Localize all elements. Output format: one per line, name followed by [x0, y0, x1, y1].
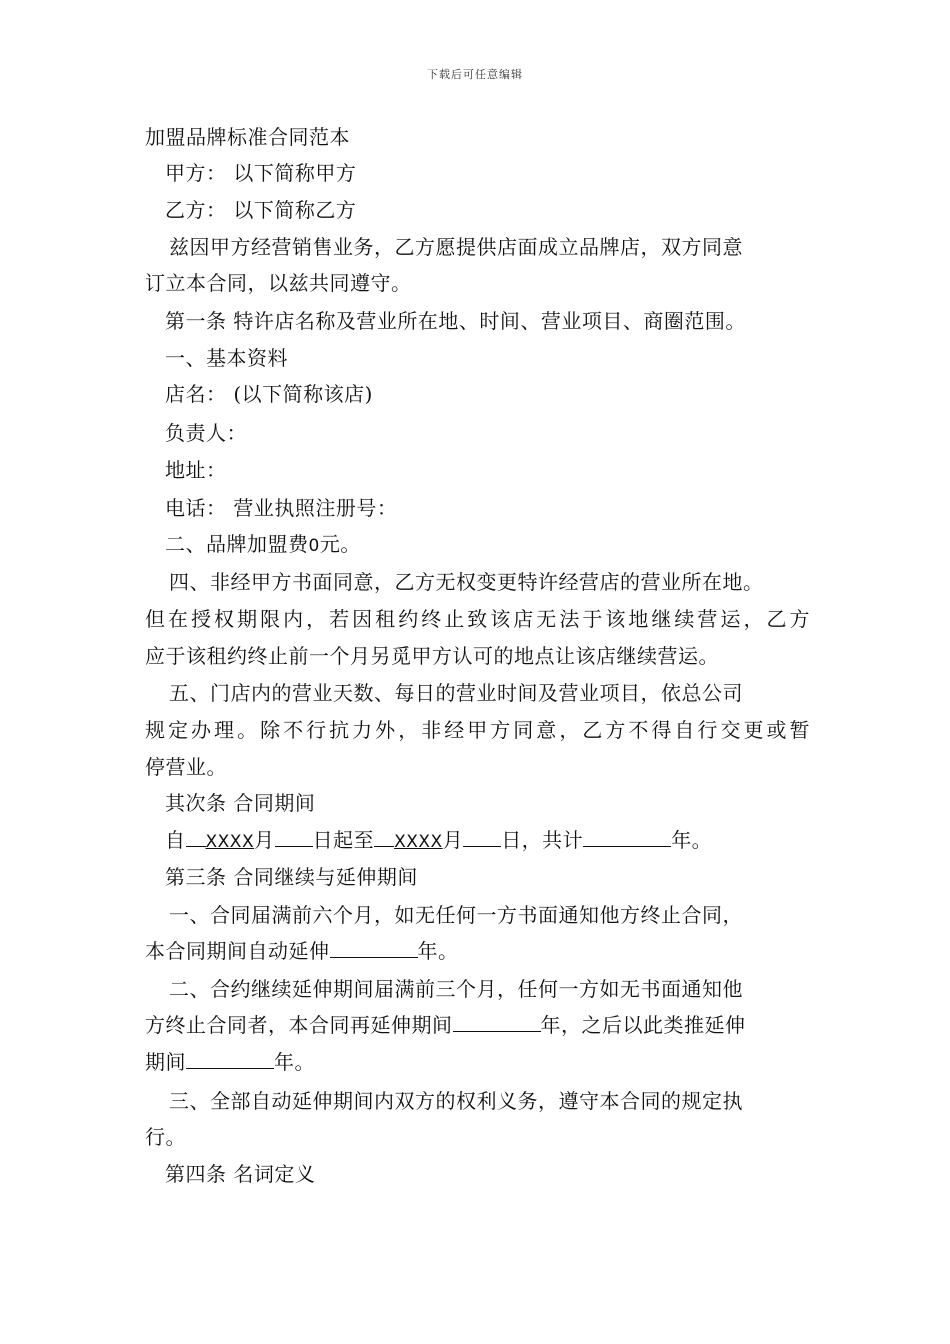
article-3-item-2-line-3: [145, 1050, 315, 1074]
section-4-line-1: 四、非经甲方书面同意，乙方无权变更特许经营店的营业所在地。: [169, 570, 764, 594]
blank-line: [330, 939, 418, 958]
auto-extend-label: 本合同期间自动延伸: [145, 939, 330, 963]
contract-period-line: [165, 828, 712, 854]
article-3-item-1-line-2: [145, 939, 459, 963]
header-note: 下载后可任意编辑: [427, 68, 523, 81]
blank-line: [186, 828, 206, 847]
article-3-item-3-line-2: 行。: [145, 1125, 186, 1149]
period-from-label: 自: [165, 828, 186, 852]
year-placeholder-2: XXXX: [394, 832, 443, 852]
blank-line: [275, 828, 313, 847]
section-5-line-3: 停营业。: [145, 755, 227, 779]
extend-period-suffix: 年，之后以此类推延伸: [540, 1013, 746, 1037]
blank-line: [453, 1013, 541, 1032]
blank-line: [186, 1050, 274, 1069]
blank-line: [463, 828, 501, 847]
year-placeholder-1: XXXX: [205, 832, 255, 852]
article-3-item-2-line-1: 二、合约继续延伸期间届满前三个月，任何一方如无书面通知他: [169, 977, 743, 1001]
address-line: 地址：: [165, 458, 227, 482]
day-from-label: 日起至: [312, 828, 375, 852]
franchise-fee-amount: 0: [308, 536, 320, 556]
franchise-fee-label: 二、品牌加盟费: [165, 532, 309, 556]
article-3-item-1-line-1: 一、合同届满前六个月，如无任何一方书面通知他方终止合同，: [169, 903, 743, 927]
year-unit-label: 年。: [417, 939, 459, 963]
month-label-2: 月: [442, 828, 464, 852]
section-4-line-2: 但在授权期限内，若因租约终止致该店无法于该地继续营运，乙方: [145, 607, 810, 631]
intro-line-2: 订立本合同，以兹共同遵守。: [145, 271, 412, 295]
day-total-label: 日，共计: [501, 828, 584, 852]
intro-line-1: 兹因甲方经营销售业务，乙方愿提供店面成立品牌店，双方同意: [169, 235, 743, 259]
year-unit-label: 年。: [671, 828, 713, 852]
section-5-line-1: 五、门店内的营业天数、每日的营业时间及营业项目，依总公司: [169, 681, 743, 705]
article-3-item-3-line-1: 三、全部自动延伸期间内双方的权利义务，遵守本合同的规定执: [169, 1089, 743, 1113]
article-2-heading: 其次条 合同期间: [165, 791, 316, 815]
document-title: 加盟品牌标准合同范本: [145, 125, 350, 149]
franchise-fee-line: [165, 532, 361, 558]
month-label-1: 月: [254, 828, 275, 852]
phone-license-line: 电话： 营业执照注册号：: [165, 496, 398, 520]
article-1-heading: 第一条 特许店名称及营业所在地、时间、营业项目、商圈范围。: [165, 309, 746, 333]
section-basic-info: 一、基本资料: [165, 346, 288, 370]
party-a-line: 甲方： 以下简称甲方: [165, 161, 357, 185]
blank-line: [374, 828, 394, 847]
responsible-person-line: 负责人：: [165, 421, 247, 445]
section-5-line-2: 规定办理。除不行抗力外，非经甲方同意，乙方不得自行交更或暂: [145, 718, 810, 742]
year-unit-label: 年。: [274, 1050, 315, 1074]
store-name-line: 店名： (以下简称该店): [165, 382, 373, 406]
article-3-item-2-line-2: [145, 1013, 746, 1037]
article-3-heading: 第三条 合同继续与延伸期间: [165, 865, 418, 889]
period-label: 期间: [145, 1050, 186, 1074]
blank-line: [583, 828, 671, 847]
section-4-line-3: 应于该租约终止前一个月另觅甲方认可的地点让该店继续营运。: [145, 644, 719, 668]
article-4-heading: 第四条 名词定义: [165, 1162, 316, 1186]
party-b-line: 乙方： 以下简称乙方: [165, 198, 357, 222]
extend-period-label: 方终止合同者，本合同再延伸期间: [145, 1013, 453, 1037]
franchise-fee-unit: 元。: [319, 532, 361, 556]
